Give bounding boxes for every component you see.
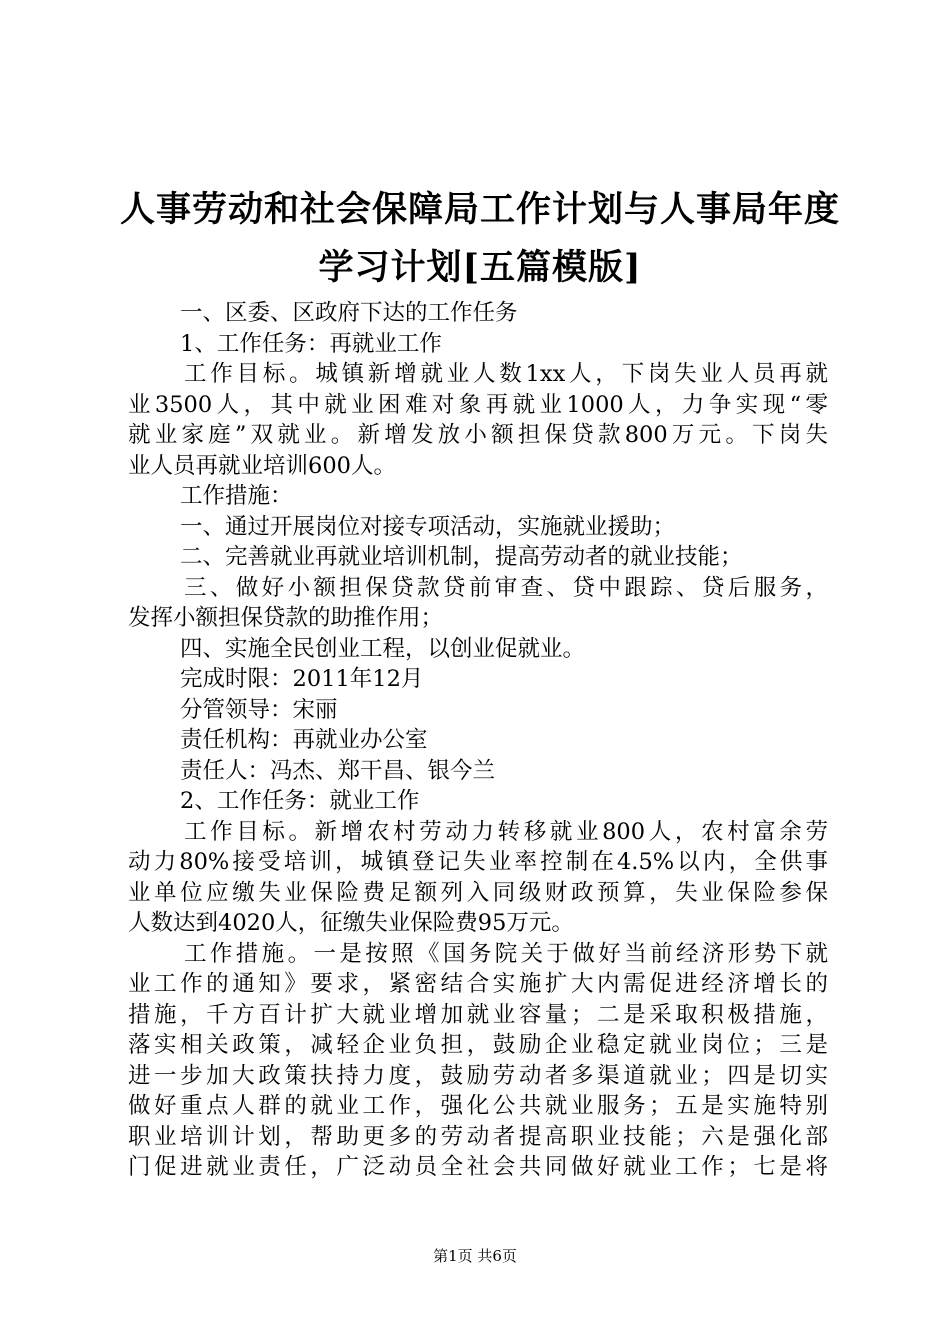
paragraph-line: 责任人：冯杰、郑干昌、银今兰 bbox=[180, 757, 496, 784]
document-title-line-2: 学习计划[五篇模版] bbox=[318, 247, 642, 288]
task-heading: 2、工作任务：就业工作 bbox=[180, 788, 420, 814]
paragraph-line: 进一步加大政策扶持力度，鼓励劳动者多渠道就业；四是切实 bbox=[128, 1062, 828, 1089]
paragraph-line: 业3500人，其中就业困难对象再就业1000人，力争实现“零 bbox=[128, 391, 828, 418]
paragraph-line: 措施，千方百计扩大就业增加就业容量；二是采取积极措施， bbox=[128, 1001, 828, 1028]
paragraph-line: 一、通过开展岗位对接专项活动，实施就业援助； bbox=[180, 513, 676, 540]
paragraph-line: 分管领导：宋丽 bbox=[180, 696, 338, 723]
paragraph-line: 动力80%接受培训，城镇登记失业率控制在4.5%以内，全供事 bbox=[128, 849, 828, 875]
document-body bbox=[128, 298, 828, 1183]
paragraph-line: 发挥小额担保贷款的助推作用； bbox=[128, 605, 444, 631]
paragraph-line: 就业家庭”双就业。新增发放小额担保贷款800万元。下岗失 bbox=[128, 422, 828, 448]
paragraph-line: 责任机构：再就业办公室 bbox=[180, 727, 428, 753]
paragraph-line: 门促进就业责任，广泛动员全社会共同做好就业工作；七是将 bbox=[128, 1154, 828, 1180]
paragraph-line: 业人员再就业培训600人。 bbox=[128, 452, 396, 479]
paragraph-line: 业工作的通知》要求，紧密结合实施扩大内需促进经济增长的 bbox=[128, 971, 828, 997]
paragraph-line: 人数达到4020人，征缴失业保险费95万元。 bbox=[128, 910, 574, 936]
paragraph-line: 三、做好小额担保贷款贷前审查、贷中跟踪、贷后服务， bbox=[184, 574, 828, 601]
paragraph-line: 工作措施： bbox=[180, 483, 293, 509]
document-title-line-1: 人事劳动和社会保障局工作计划与人事局年度 bbox=[119, 189, 840, 230]
paragraph-line: 做好重点人群的就业工作，强化公共就业服务；五是实施特别 bbox=[128, 1093, 828, 1119]
paragraph-line: 二、完善就业再就业培训机制，提高劳动者的就业技能； bbox=[180, 544, 743, 570]
page-footer: 第1页 共6页 bbox=[433, 1247, 517, 1265]
paragraph-line: 完成时限：2011年12月 bbox=[180, 666, 424, 692]
paragraph-line: 业单位应缴失业保险费足额列入同级财政预算，失业保险参保 bbox=[128, 879, 828, 906]
paragraph-line: 落实相关政策，减轻企业负担，鼓励企业稳定就业岗位；三是 bbox=[128, 1032, 828, 1058]
paragraph-line: 职业培训计划，帮助更多的劳动者提高职业技能；六是强化部 bbox=[128, 1123, 828, 1150]
section-heading: 一、区委、区政府下达的工作任务 bbox=[180, 300, 518, 326]
paragraph-line: 工作目标。新增农村劳动力转移就业800人，农村富余劳 bbox=[184, 818, 828, 845]
task-heading: 1、工作任务：再就业工作 bbox=[180, 330, 442, 357]
paragraph-line: 四、实施全民创业工程，以创业促就业。 bbox=[180, 635, 586, 662]
paragraph-line: 工作措施。一是按照《国务院关于做好当前经济形势下就 bbox=[184, 940, 828, 967]
paragraph-line: 工作目标。城镇新增就业人数1xx人，下岗失业人员再就 bbox=[184, 361, 828, 387]
